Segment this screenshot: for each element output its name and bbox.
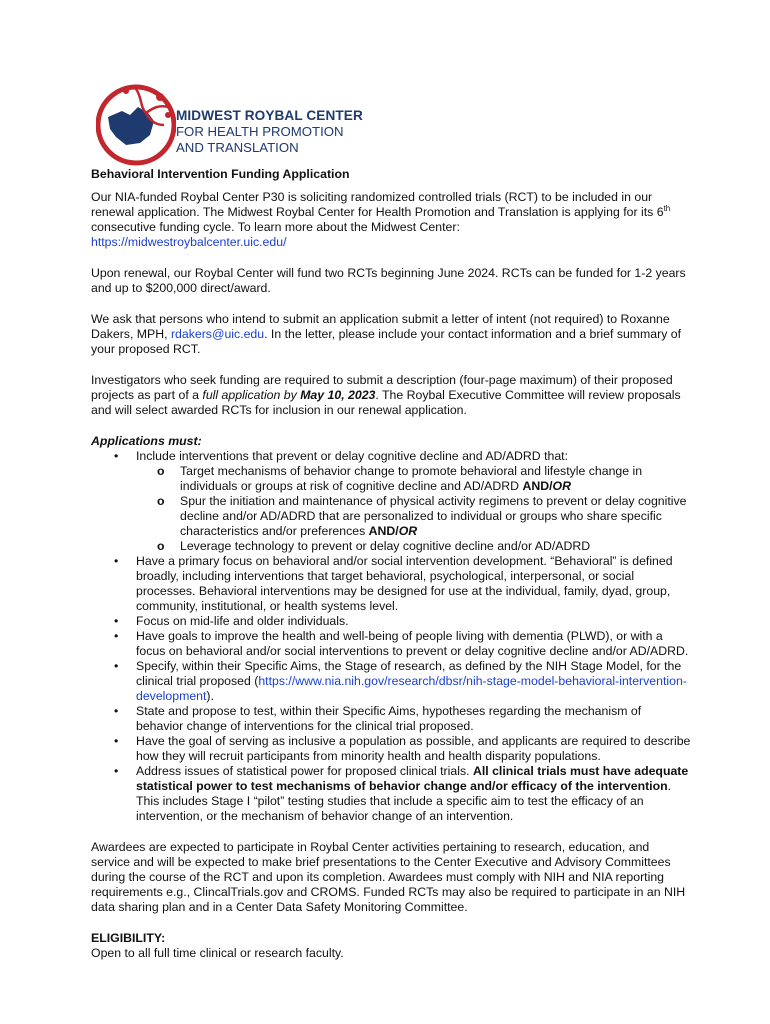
requirement-text: State and propose to test, within their Specific Aims, hypotheses regarding the mechanism of behavior change of interventions for the clinical trial proposed. — [136, 704, 642, 733]
list-item — [91, 659, 691, 704]
list-item — [135, 494, 691, 539]
logo-title: MIDWEST ROYBAL CENTER — [176, 108, 363, 123]
intro-paragraph — [91, 190, 691, 250]
sub-requirements-list — [136, 464, 691, 554]
and-keyword: AND/ — [522, 479, 553, 493]
sub-requirement-text: Spur the initiation and maintenance of physical activity regimens to prevent or delay cognitive decline and/or AD/ADRD that are personalized to individual or groups who share specific characteristics and/or preferences — [180, 494, 687, 538]
full-application-text: full application by — [202, 388, 301, 402]
requirement-text: Have the goal of serving as inclusive a population as possible, and applicants are required to describe how they will recruit participants from minority health and health disparity populations. — [136, 734, 691, 763]
intro-text-cont: consecutive funding cycle. To learn more about the Midwest Center: — [91, 220, 460, 234]
requirement-text: Specify, within their Specific Aims, the Stage of research, as defined by the NIH Stage Model, for the clinical trial proposed ( — [136, 659, 682, 688]
ordinal-suffix: th — [663, 203, 671, 213]
or-keyword: OR — [398, 524, 418, 538]
logo-subtitle-line-1: FOR HEALTH PROMOTION — [176, 124, 344, 139]
requirement-text: Have goals to improve the health and well-being of people living with dementia (PLWD), or with a focus on behavioral and/or social interventions to prevent or delay cognitive decline and/or AD/ADRD. — [136, 629, 689, 658]
requirement-text: Address issues of statistical power for proposed clinical trials. — [136, 764, 473, 778]
list-item — [135, 539, 691, 554]
awardees-paragraph: Awardees are expected to participate in Roybal Center activities pertaining to research, education, and service and will be expected to make brief presentations to the Center Executive and Advisory Committees during the course of the RCT and upon its completion. Awardees must comply with NIH and NIA reporting requirements e.g., ClincalTrials.gov and CROMS. Funded RCTs may also be required to participate in an NIH data sharing plan and in a Center Data Safety Monitoring Committee. — [91, 840, 686, 914]
and-keyword: AND/ — [368, 524, 399, 538]
sub-requirement-text: Leverage technology to prevent or delay cognitive decline and/or AD/ADRD — [180, 539, 591, 553]
center-logo — [96, 77, 363, 169]
or-keyword: OR — [552, 479, 571, 493]
requirement-text: Have a primary focus on behavioral and/or social intervention development. “Behavioral” is defined broadly, including interventions that target behavioral, psychological, interpersonal, or social processes. Behavioral interventions may be designed for use at the individual, family, dyad, group, community, institutional, or health systems level. — [136, 554, 673, 613]
center-website-link[interactable]: https://midwestroybalcenter.uic.edu/ — [91, 235, 287, 249]
application-text-cont: . The Roybal Executive Committee will review proposals and will select awarded RCTs for inclusion in our renewal application. — [91, 388, 681, 417]
statistical-power-emphasis: All clinical trials must have adequate statistical power to test mechanisms of behavior change and/or efficacy of the intervention — [136, 764, 689, 793]
requirement-text: Include interventions that prevent or delay cognitive decline and AD/ADRD that: — [136, 449, 569, 463]
application-text: Investigators who seek funding are required to submit a description (four-page maximum) of their proposed projects as part of a — [91, 373, 673, 402]
deadline-date: May 10, 2023 — [300, 388, 376, 402]
loi-text-cont: . In the letter, please include your contact information and a brief summary of your proposed RCT. — [91, 327, 682, 356]
list-item — [91, 734, 691, 764]
eligibility-text: Open to all full time clinical or research faculty. — [91, 946, 344, 960]
list-item — [91, 449, 691, 554]
logo-subtitle-line-2: AND TRANSLATION — [176, 140, 299, 155]
midwest-map-logo-icon — [96, 77, 176, 169]
list-item — [91, 614, 691, 629]
requirement-text: Focus on mid-life and older individuals. — [136, 614, 349, 628]
requirement-text-cont: . This includes Stage I “pilot” testing studies that include a specific aim to test the efficacy of an intervention, or the mechanism of behavior change of an intervention. — [136, 779, 672, 823]
list-item — [91, 554, 691, 614]
list-item — [91, 704, 691, 734]
requirements-list — [91, 449, 691, 824]
sub-requirement-text: Target mechanisms of behavior change to promote behavioral and lifestyle change in individuals or groups at risk of cognitive decline and AD/ADRD — [180, 464, 643, 493]
intro-text: Our NIA-funded Roybal Center P30 is soliciting randomized controlled trials (RCT) to be included in our renewal application. The Midwest Roybal Center for Health Promotion and Translation is applying for its 6 — [91, 190, 664, 219]
requirement-text-cont: ). — [206, 689, 214, 703]
eligibility-heading: ELIGIBILITY: — [91, 931, 166, 945]
list-item — [91, 764, 691, 824]
requirements-heading: Applications must: — [91, 434, 202, 448]
list-item — [91, 629, 691, 659]
loi-text: We ask that persons who intend to submit an application submit a letter of intent (not required) to Roxanne Dakers, MPH, — [91, 312, 670, 341]
nih-stage-model-link[interactable]: https://www.nia.nih.gov/research/dbsr/nih-stage-model-behavioral-intervention-development — [136, 674, 687, 703]
application-paragraph — [91, 373, 691, 418]
contact-email-link[interactable]: rdakers@uic.edu — [170, 327, 265, 341]
document-body — [91, 167, 691, 961]
letter-of-intent-paragraph — [91, 312, 691, 357]
renewal-paragraph: Upon renewal, our Roybal Center will fund two RCTs beginning June 2024. RCTs can be funded for 1-2 years and up to $200,000 direct/award. — [91, 266, 686, 295]
document-title: Behavioral Intervention Funding Application — [91, 167, 350, 181]
list-item — [135, 464, 691, 494]
